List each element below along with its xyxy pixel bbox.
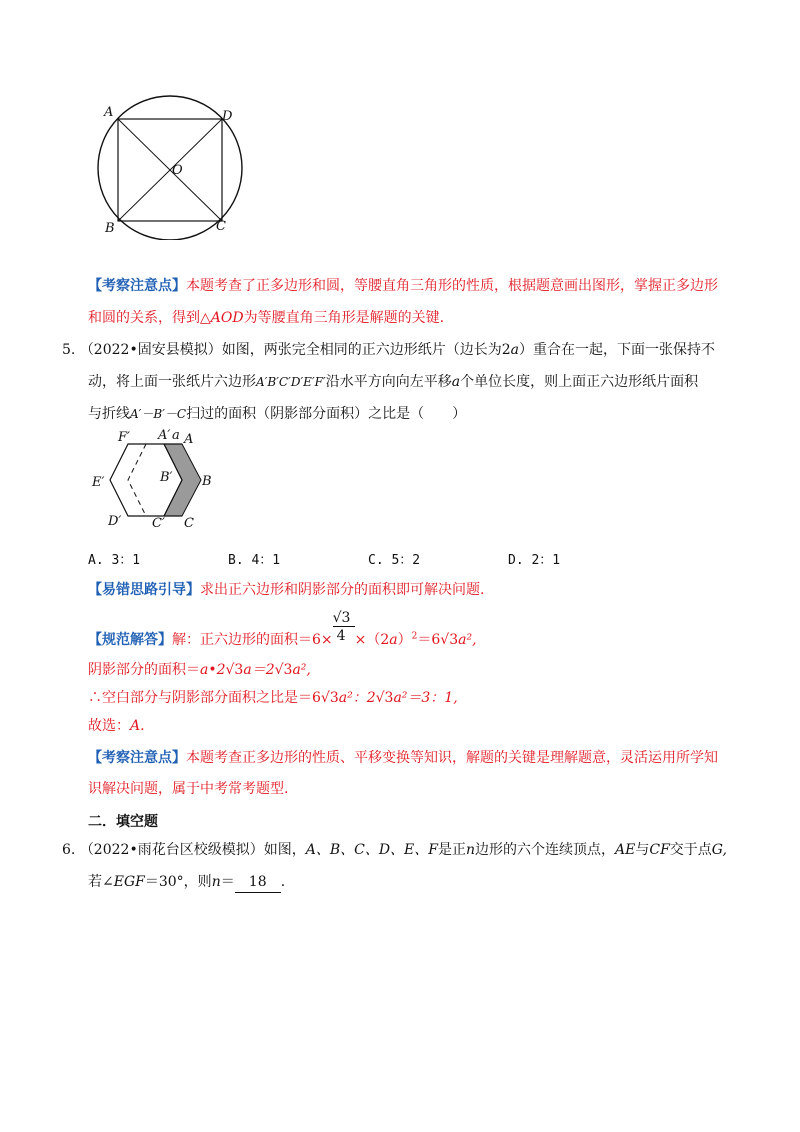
sqrt-3: √3	[320, 690, 339, 706]
sqrt-3: √3	[225, 662, 244, 678]
note-text: 本题考查了正多边形和圆，等腰直角三角形的性质，根据题意画出图形，掌握正多边形	[186, 278, 718, 294]
note-text: 识解决问题，属于中考常考题型.	[88, 781, 289, 797]
question-text: 沿水平方向向左平移	[325, 374, 452, 390]
solution-text: a＝2	[243, 662, 275, 678]
question-number: 5.	[62, 342, 76, 358]
solution-text: a•2	[200, 662, 226, 678]
point-name: G,	[711, 842, 727, 858]
solution-text: a²：2	[338, 690, 376, 706]
fraction-denominator: 4	[336, 628, 346, 644]
q6-line1	[62, 840, 727, 860]
question-text: 个单位长度，则上面正六边形纸片面积	[460, 374, 699, 390]
question-text: ＝30°，则	[144, 874, 212, 890]
segment-name: AE	[615, 842, 636, 858]
choice-text: 4：1	[251, 553, 281, 568]
answer-value: 18	[248, 874, 267, 890]
circle-figure	[88, 95, 248, 240]
label-a-small: a	[172, 428, 180, 443]
label-b: B	[202, 474, 212, 489]
solution-text: a²,	[292, 662, 311, 678]
solution-text: a²＝3：1,	[393, 690, 458, 706]
fraction-numerator: √3	[332, 610, 351, 626]
label-d-prime: D′	[108, 514, 122, 529]
question-text: 与	[635, 842, 650, 858]
solution-text: ×（2	[354, 632, 390, 648]
solution-text: 故选：	[88, 718, 130, 734]
q4-note-line2	[88, 308, 444, 328]
question-text: 与折线	[88, 406, 130, 422]
label-d: D	[222, 109, 233, 124]
question-text: 若∠	[88, 874, 114, 890]
solution-text: a²,	[458, 632, 477, 648]
solution-text: ＝6	[417, 632, 441, 648]
choice-text: 3：1	[111, 553, 141, 568]
variable: n	[465, 842, 476, 858]
hint-tag: 【易错思路引导】	[88, 582, 200, 598]
question-text: （2022•雨花台区校级模拟）如图，	[79, 842, 306, 858]
point-list: A、B、C、D、E、F	[305, 842, 438, 858]
q4-note-line1	[88, 276, 718, 296]
q5-hint	[88, 580, 484, 600]
hexagon-diagram	[86, 430, 216, 535]
note-tag: 【考察注意点】	[88, 750, 186, 766]
segment-name: CF	[649, 842, 670, 858]
label-c: C	[184, 516, 194, 531]
solution-text: 阴影部分的面积＝	[88, 662, 200, 678]
choice-text: 2：1	[531, 553, 561, 568]
choice-a[interactable]	[88, 549, 140, 568]
q6-line2	[88, 872, 285, 893]
q5-line2	[88, 372, 698, 392]
choice-b[interactable]	[228, 549, 280, 568]
note-text: 本题考查正多边形的性质、平移变换等知识，解题的关键是理解题意，灵活运用所学知	[186, 750, 718, 766]
label-a: A	[184, 432, 194, 447]
question-number: 6.	[62, 842, 76, 858]
section-title: 二．填空题	[88, 814, 158, 830]
angle-name: EGF	[113, 874, 145, 890]
solution-text: ）	[397, 632, 412, 648]
question-text: 是正	[437, 842, 466, 858]
q5-solution-line2	[88, 660, 311, 680]
choice-d[interactable]	[508, 549, 560, 568]
label-e-prime: E′	[92, 475, 105, 490]
label-c-prime: C′	[152, 516, 165, 531]
label-o: O	[172, 163, 183, 178]
question-text: （2022•固安县模拟）如图，两张完全相同的正六边形纸片（边长为2	[79, 342, 511, 358]
label-b: B	[105, 221, 115, 236]
solution-tag: 【规范解答】	[88, 632, 172, 648]
solution-text: ∴空白部分与阴影部分面积之比是＝6	[88, 690, 321, 706]
choice-c[interactable]	[368, 549, 420, 568]
original-hexagon-dashed	[128, 444, 146, 516]
question-text: 动，将上面一张纸片六边形	[88, 374, 256, 390]
choice-letter: C.	[368, 553, 384, 568]
q5-note-line2	[88, 779, 288, 799]
sqrt-3: √3	[440, 632, 459, 648]
label-c: C	[216, 219, 226, 234]
label-a-prime: A′	[158, 428, 171, 443]
q5-solution-line1	[88, 610, 477, 650]
choice-letter: A.	[88, 553, 104, 568]
question-text: 边形的六个连续顶点，	[475, 842, 616, 858]
question-text: ＝	[220, 874, 235, 890]
variable: a	[389, 632, 398, 648]
note-text: 为等腰直角三角形是解题的关键.	[243, 310, 445, 326]
question-text: 交于点	[669, 842, 712, 858]
label-f-prime: F′	[118, 430, 130, 445]
superscript: 2	[411, 631, 418, 642]
fraction	[332, 610, 355, 644]
answer-blank[interactable]	[235, 872, 281, 893]
sqrt-3: √3	[375, 690, 394, 706]
hint-text: 求出正六边形和阴影部分的面积即可解决问题.	[200, 582, 485, 598]
hexagon-figure	[86, 430, 216, 535]
q5-note-line1	[88, 748, 718, 768]
label-b-prime: B′	[160, 470, 173, 485]
note-var: AOD	[210, 310, 244, 326]
choice-letter: D.	[508, 553, 524, 568]
choice-text: 5：2	[391, 553, 421, 568]
hexagon-name: A′B′C′D′E′F′	[256, 375, 326, 389]
q5-line1	[62, 340, 715, 360]
label-a: A	[104, 105, 114, 120]
question-text: .	[280, 874, 286, 890]
variable: n	[211, 874, 221, 890]
solution-answer: A.	[130, 718, 145, 734]
note-text: 和圆的关系，得到△	[88, 310, 211, 326]
variable: a	[510, 342, 519, 358]
question-text: 扫过的面积（阴影部分面积）之比是（ ）	[186, 406, 467, 422]
question-text: ）重合在一起，下面一张保持不	[518, 342, 715, 358]
polyline-name: A′－B′－C	[130, 407, 187, 421]
q5-solution-line4	[88, 716, 145, 736]
sqrt-3: √3	[274, 662, 293, 678]
solution-text: 解：正六边形的面积＝6×	[172, 632, 333, 648]
q5-line3	[88, 404, 466, 424]
q5-solution-line3	[88, 688, 458, 708]
note-tag: 【考察注意点】	[88, 278, 186, 294]
choice-letter: B.	[228, 553, 244, 568]
variable: a	[451, 374, 461, 390]
